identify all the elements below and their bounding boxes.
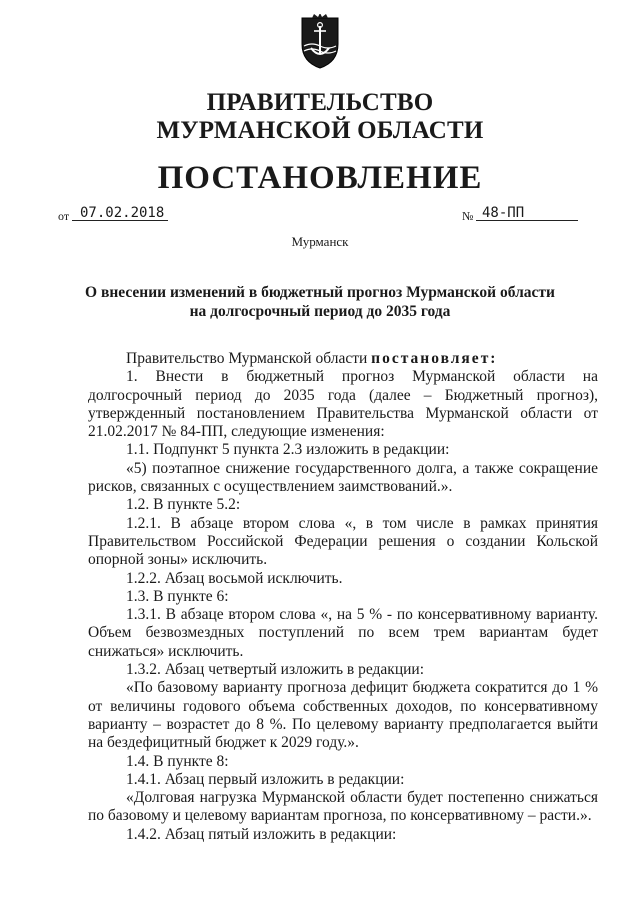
paragraph: «5) поэтапное снижение государственного долга, а также сокращение рисков, связанных с осуществлением заимствований.». [88, 459, 598, 496]
number-label: № [462, 209, 474, 223]
date-label: от [58, 209, 70, 223]
paragraph: 1.2. В пункте 5.2: [126, 496, 241, 514]
document-title: О внесении изменений в бюджетный прогноз Мурманской области на долгосрочный период до 2035 года [85, 284, 555, 320]
document-body [88, 350, 598, 844]
government-name-line-1: ПРАВИТЕЛЬСТВО [206, 89, 434, 116]
paragraph: 1.3.2. Абзац четвертый изложить в редакции: [126, 661, 425, 679]
paragraph: 1.2.2. Абзац восьмой исключить. [126, 569, 343, 587]
city-name: Мурманск [291, 234, 349, 249]
intro-paragraph [88, 350, 598, 368]
paragraph: 1.4.1. Абзац первый изложить в редакции: [126, 770, 405, 788]
document-type: ПОСТАНОВЛЕНИЕ [157, 160, 483, 196]
paragraph: «Долговая нагрузка Мурманской области будет постепенно снижаться по базовому и целевому вариантам прогноза, по консервативному – расти.». [88, 789, 598, 825]
paragraph: 1. Внести в бюджетный прогноз Мурманской области на долгосрочный период до 2035 года (далее – Бюджетный прогноз), утвержденный постановлением Правительства Мурманской области от 21.02.2017 № 84-ПП, следующие изменения: [88, 368, 598, 441]
paragraph: 1.3.1. В абзаце втором слова «, на 5 % - по консервативному варианту. Объем безвозмездных поступлений по всем трем вариантам будет снижаться» исключить. [88, 606, 598, 660]
paragraph: «По базовому варианту прогноза дефицит бюджета сократится до 1 % от величины годового объема собственных доходов, по консервативному варианту – возрастет до 8 %. По целевому варианту предполагается выйти на бездефицитный бюджет к 2029 году.». [88, 679, 598, 752]
decree-number: 48-ПП [476, 205, 578, 221]
paragraph: 1.4.2. Абзац пятый изложить в редакции: [126, 825, 397, 843]
paragraph: 1.1. Подпункт 5 пункта 2.3 изложить в редакции: [126, 441, 450, 459]
paragraph: 1.3. В пункте 6: [126, 587, 229, 605]
intro-prefix: Правительство Мурманской области [126, 350, 372, 367]
intro-verb: постановляет: [371, 350, 498, 367]
paragraph: 1.4. В пункте 8: [126, 752, 229, 770]
decree-date: 07.02.2018 [72, 205, 168, 221]
coat-of-arms-icon [296, 14, 344, 70]
government-name-line-2: МУРМАНСКОЙ ОБЛАСТИ [156, 117, 484, 144]
paragraph: 1.2.1. В абзаце втором слова «, в том числе в рамках принятия Правительством Российской Федерации решения о создании Кольской опорной зоны» исключить. [88, 514, 598, 569]
